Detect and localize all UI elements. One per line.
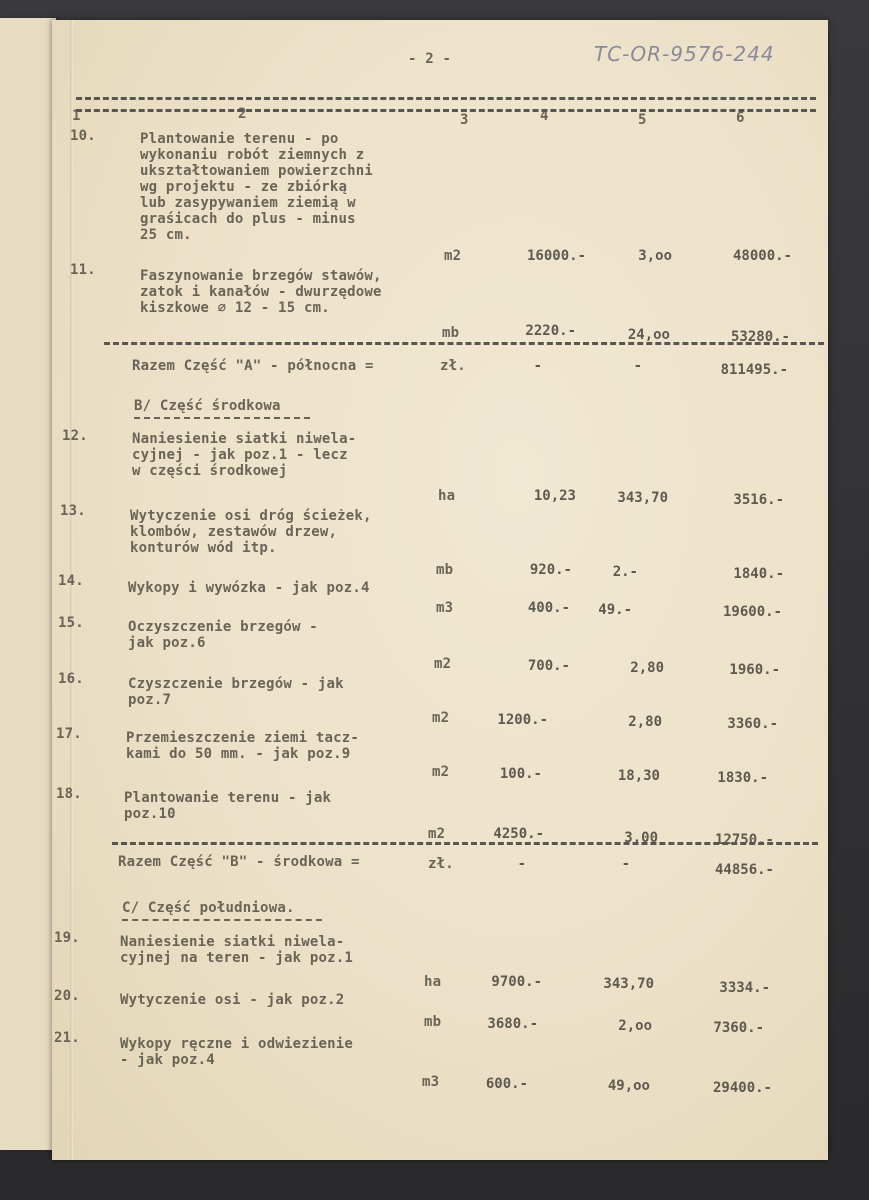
row-description-line: cyjnej - jak poz.1 - lecz: [132, 447, 348, 463]
row-unit-price: 2,80: [630, 660, 664, 676]
row-unit: m2: [432, 710, 450, 726]
column-number: 3: [460, 112, 469, 128]
column-number: 1: [72, 108, 81, 124]
row-number: 12.: [62, 428, 88, 444]
section-heading-underline: [134, 417, 310, 419]
row-description-line: wg projektu - ze zbiórką: [140, 179, 348, 195]
row-total: 19600.-: [722, 604, 782, 620]
row-unit-price: 3,00: [624, 830, 658, 846]
row-total: 3334.-: [719, 980, 770, 996]
row-number: 20.: [54, 988, 80, 1004]
row-unit: m2: [434, 656, 452, 672]
row-description-line: kiszkowe ∅ 12 - 15 cm.: [140, 300, 330, 316]
row-unit-price: 2,80: [628, 714, 662, 730]
row-description-line: Naniesienie siatki niwela-: [132, 431, 357, 447]
column-number: 4: [540, 108, 549, 124]
row-total: 7360.-: [713, 1020, 764, 1036]
row-number: 16.: [58, 671, 84, 687]
subtotal-quantity: -: [533, 358, 542, 374]
row-unit: ha: [424, 974, 442, 990]
row-quantity: 2220.-: [525, 323, 576, 339]
row-unit-price: 24,oo: [627, 327, 670, 343]
row-number: 14.: [58, 573, 84, 589]
row-quantity: 10,23: [533, 488, 576, 504]
row-description-line: kami do 50 mm. - jak poz.9: [126, 746, 351, 762]
row-quantity: 920.-: [529, 562, 572, 578]
row-description-line: Wykopy ręczne i odwiezienie: [120, 1036, 353, 1052]
row-unit: m2: [428, 826, 446, 842]
row-unit: m2: [432, 764, 450, 780]
row-description-line: Oczyszczenie brzegów -: [128, 619, 318, 635]
subtotal-rule: [112, 842, 818, 845]
row-quantity: 9700.-: [491, 974, 542, 990]
row-description-line: - jak poz.4: [120, 1052, 215, 1068]
section-heading: C/ Część południowa.: [122, 900, 295, 916]
row-number: 10.: [70, 128, 96, 144]
row-unit-price: 49.-: [598, 602, 632, 618]
row-description-line: konturów wód itp.: [130, 540, 277, 556]
row-unit-price: 18,30: [617, 768, 660, 784]
subtotal-price: -: [621, 856, 630, 872]
row-description-line: lub zasypywaniem ziemią w: [140, 195, 356, 211]
row-description-line: Przemieszczenie ziemi tacz-: [126, 730, 359, 746]
row-unit-price: 343,70: [603, 976, 654, 992]
row-number: 13.: [60, 503, 86, 519]
row-description-line: Wytyczenie osi dróg ścieżek,: [130, 508, 372, 524]
section-heading-underline: [122, 919, 322, 921]
previous-page-edge: [0, 18, 56, 1150]
row-total: 3360.-: [727, 716, 778, 732]
subtotal-label: Razem Część "A" - północna =: [132, 358, 374, 374]
row-description-line: jak poz.6: [128, 635, 206, 651]
row-quantity: 400.-: [527, 600, 570, 616]
row-unit-price: 343,70: [617, 490, 668, 506]
column-number: 5: [638, 112, 647, 128]
subtotal-total: 811495.-: [720, 362, 788, 378]
row-number: 15.: [58, 615, 84, 631]
row-description-line: cyjnej na teren - jak poz.1: [120, 950, 353, 966]
row-unit-price: 2.-: [612, 564, 638, 580]
column-number: 2: [238, 106, 247, 122]
row-description-line: ukształtowaniem powierzchni: [140, 163, 373, 179]
row-unit: m3: [422, 1074, 440, 1090]
row-unit-price: 3,oo: [638, 248, 672, 264]
row-description-line: poz.10: [124, 806, 176, 822]
row-description-line: graśicach do plus - minus: [140, 211, 356, 227]
subtotal-rule: [104, 342, 824, 345]
row-unit-price: 49,oo: [607, 1078, 650, 1094]
row-total: 48000.-: [732, 248, 792, 264]
row-description-line: Wykopy i wywózka - jak poz.4: [128, 580, 370, 596]
row-number: 21.: [54, 1030, 80, 1046]
section-heading: B/ Część środkowa: [134, 398, 281, 414]
row-quantity: 1200.-: [497, 712, 548, 728]
subtotal-label: Razem Część "B" - środkowa =: [118, 854, 360, 870]
row-number: 11.: [70, 262, 96, 278]
header-rule: [76, 97, 816, 100]
row-description-line: Wytyczenie osi - jak poz.2: [120, 992, 345, 1008]
row-description-line: Czyszczenie brzegów - jak: [128, 676, 344, 692]
row-quantity: 4250.-: [493, 826, 544, 842]
row-quantity: 700.-: [527, 658, 570, 674]
row-total: 12750.-: [714, 832, 774, 848]
header-rule: [76, 109, 816, 112]
row-description-line: 25 cm.: [140, 227, 192, 243]
row-description-line: w części środkowej: [132, 463, 288, 479]
row-unit: mb: [436, 562, 454, 578]
row-description-line: Plantowanie terenu - jak: [124, 790, 332, 806]
row-total: 3516.-: [733, 492, 784, 508]
row-unit: m2: [444, 248, 462, 264]
row-quantity: 3680.-: [487, 1016, 538, 1032]
subtotal-unit: zł.: [428, 856, 454, 872]
row-quantity: 600.-: [485, 1076, 528, 1092]
subtotal-quantity: -: [517, 856, 526, 872]
page-number: - 2 -: [408, 51, 452, 67]
row-description-line: poz.7: [128, 692, 172, 708]
row-description-line: zatok i kanałów - dwurzędowe: [140, 284, 382, 300]
subtotal-unit: zł.: [440, 358, 466, 374]
subtotal-total: 44856.-: [714, 862, 774, 878]
row-total: 1960.-: [729, 662, 780, 678]
row-quantity: 16000.-: [526, 248, 586, 264]
row-description-line: Naniesienie siatki niwela-: [120, 934, 345, 950]
row-quantity: 100.-: [499, 766, 542, 782]
row-unit: m3: [436, 600, 454, 616]
row-description-line: klombów, zestawów drzew,: [130, 524, 338, 540]
document-page: [52, 20, 828, 1160]
row-total: 1840.-: [733, 566, 784, 582]
subtotal-price: -: [633, 358, 642, 374]
row-unit: mb: [442, 325, 460, 341]
row-description-line: Faszynowanie brzegów stawów,: [140, 268, 382, 284]
row-total: 29400.-: [712, 1080, 772, 1096]
row-total: 53280.-: [730, 329, 790, 345]
column-number: 6: [736, 110, 745, 126]
row-number: 19.: [54, 930, 80, 946]
row-unit-price: 2,oo: [618, 1018, 652, 1034]
row-unit: mb: [424, 1014, 442, 1030]
row-unit: ha: [438, 488, 456, 504]
row-number: 18.: [56, 786, 82, 802]
handwritten-reference: TC-OR-9576-244: [594, 42, 775, 66]
row-description-line: Plantowanie terenu - po: [140, 131, 339, 147]
row-number: 17.: [56, 726, 82, 742]
row-description-line: wykonaniu robót ziemnych z: [140, 147, 365, 163]
row-total: 1830.-: [717, 770, 768, 786]
